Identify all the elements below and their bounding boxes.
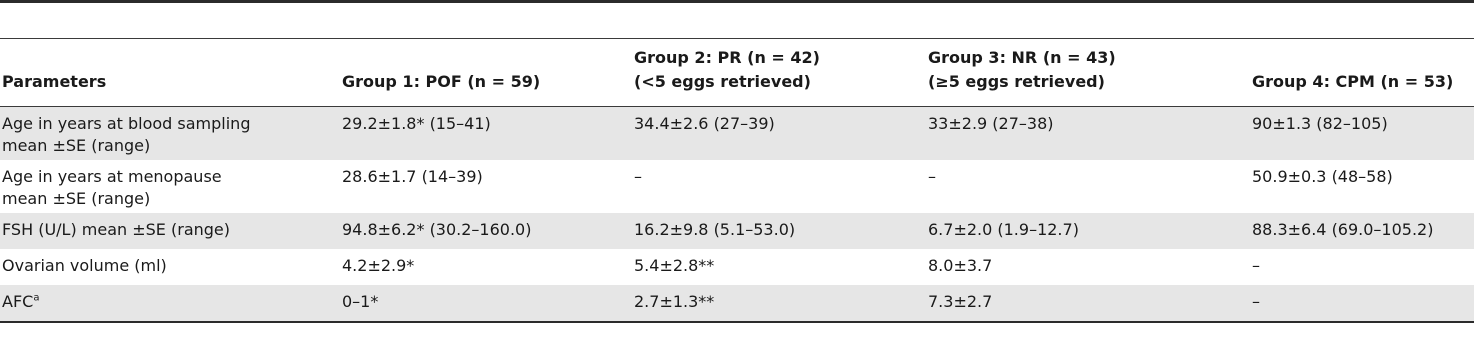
row-label: Age in years at menopause mean ±SE (range) bbox=[2, 167, 222, 208]
header-group-2: Group 2: PR (n = 42) (<5 eggs retrieved) bbox=[632, 39, 926, 107]
table-cell: 7.3±2.7 bbox=[926, 285, 1250, 322]
table-cell: 34.4±2.6 (27–39) bbox=[632, 107, 926, 161]
table-cell: 4.2±2.9* bbox=[342, 256, 415, 275]
row-label: Ovarian volume (ml) bbox=[2, 256, 167, 275]
table-cell: 94.8±6.2* (30.2–160.0) bbox=[340, 213, 632, 249]
header-group-4: Group 4: CPM (n = 53) bbox=[1250, 39, 1474, 107]
table-cell: – bbox=[634, 167, 642, 186]
header-row bbox=[0, 39, 1474, 107]
row-label: Age in years at blood sampling mean ±SE (range) bbox=[0, 107, 340, 161]
footnote-marker: a bbox=[33, 292, 40, 304]
table-cell: 5.4±2.8** bbox=[634, 256, 715, 275]
table-row bbox=[0, 213, 1474, 249]
top-rule bbox=[0, 0, 1474, 3]
data-table bbox=[0, 39, 1474, 323]
row-label: AFC$^a$ bbox=[0, 285, 340, 322]
table-cell: 33±2.9 (27–38) bbox=[926, 107, 1250, 161]
table-row bbox=[0, 249, 1474, 285]
table-cell: – bbox=[928, 167, 936, 186]
header-group-3: Group 3: NR (n = 43) (≥5 eggs retrieved) bbox=[926, 39, 1250, 107]
table-cell: 29.2±1.8* (15–41) bbox=[340, 107, 632, 161]
table-cell: 0–1* bbox=[340, 285, 632, 322]
table-cell: 28.6±1.7 (14–39) bbox=[342, 167, 483, 186]
table-row bbox=[0, 107, 1474, 161]
row-label: FSH (U/L) mean ±SE (range) bbox=[0, 213, 340, 249]
header-parameters: Parameters bbox=[0, 39, 340, 107]
table-cell: – bbox=[1250, 285, 1474, 322]
table-cell: 90±1.3 (82–105) bbox=[1250, 107, 1474, 161]
table-row bbox=[0, 285, 1474, 322]
table-cell: 2.7±1.3** bbox=[632, 285, 926, 322]
table-cell: – bbox=[1252, 256, 1260, 275]
table-cell: 50.9±0.3 (48–58) bbox=[1252, 167, 1393, 186]
table-cell: 6.7±2.0 (1.9–12.7) bbox=[926, 213, 1250, 249]
table-cell: 8.0±3.7 bbox=[928, 256, 993, 275]
table-cell: 88.3±6.4 (69.0–105.2) bbox=[1250, 213, 1474, 249]
table-row bbox=[0, 160, 1474, 213]
header-group-1: Group 1: POF (n = 59) bbox=[340, 39, 632, 107]
table-cell: 16.2±9.8 (5.1–53.0) bbox=[632, 213, 926, 249]
